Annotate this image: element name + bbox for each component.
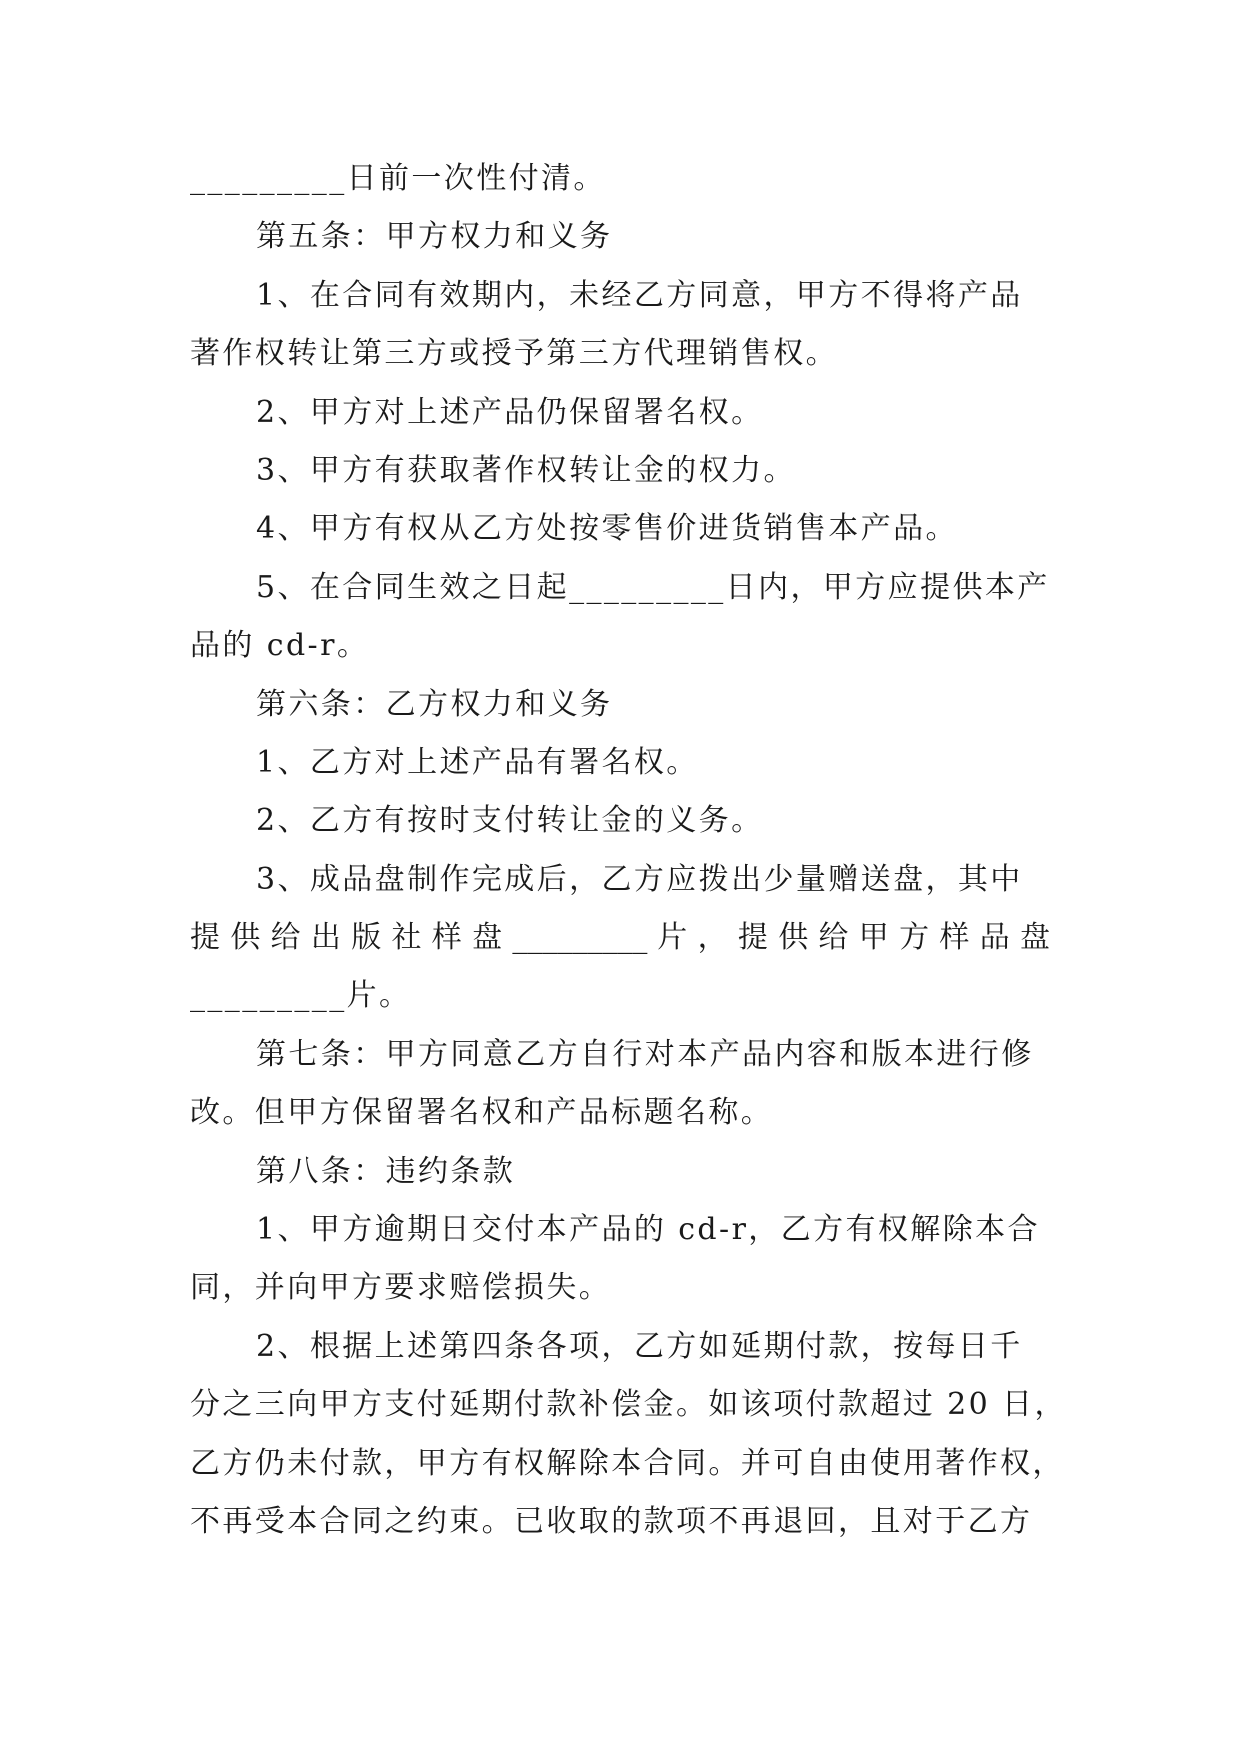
article-6-heading: 第六条：乙方权力和义务 (256, 686, 613, 722)
text-line: 5、在合同生效之日起_________日内，甲方应提供本产 (256, 569, 1050, 605)
text-line: 1、乙方对上述产品有署名权。 (256, 744, 699, 780)
text-line: 不再受本合同之约束。已收取的款项不再退回，且对于乙方 (190, 1503, 1033, 1539)
article-7-heading: 第七条：甲方同意乙方自行对本产品内容和版本进行修 (256, 1036, 1034, 1072)
text-line: 2、根据上述第四条各项，乙方如延期付款，按每日千 (256, 1328, 1023, 1364)
text-line: 1、在合同有效期内，未经乙方同意，甲方不得将产品 (256, 277, 1023, 313)
article-8-heading: 第八条：违约条款 (256, 1153, 516, 1189)
text-line: 2、乙方有按时支付转让金的义务。 (256, 803, 764, 839)
text-line: 提 供 给 出 版 社 样 盘 _________ 片 ， 提 供 给 甲 方 样 品 盘 (190, 920, 1050, 956)
text-line: _________日前一次性付清。 (190, 161, 606, 196)
text-line: 品的 cd-r。 (190, 628, 370, 664)
article-5-heading: 第五条：甲方权力和义务 (256, 219, 613, 255)
text-line: 4、甲方有权从乙方处按零售价进货销售本产品。 (256, 511, 958, 547)
text-line: _________片。 (190, 978, 412, 1014)
text-line: 乙方仍未付款，甲方有权解除本合同。并可自由使用著作权， (190, 1445, 1065, 1481)
document-page (190, 150, 1067, 1551)
text-line: 3、成品盘制作完成后，乙方应拨出少量赠送盘，其中 (256, 861, 1023, 897)
text-line: 分之三向甲方支付延期付款补偿金。如该项付款超过 20 日， (190, 1387, 1067, 1423)
text-line: 1、甲方逾期日交付本产品的 cd-r，乙方有权解除本合 (256, 1212, 1040, 1248)
text-line: 3、甲方有获取著作权转让金的权力。 (256, 452, 796, 488)
text-line: 2、甲方对上述产品仍保留署名权。 (256, 394, 764, 430)
text-line: 著作权转让第三方或授予第三方代理销售权。 (190, 336, 838, 372)
text-line: 改。但甲方保留署名权和产品标题名称。 (190, 1095, 774, 1131)
text-line: 同，并向甲方要求赔偿损失。 (190, 1270, 612, 1306)
